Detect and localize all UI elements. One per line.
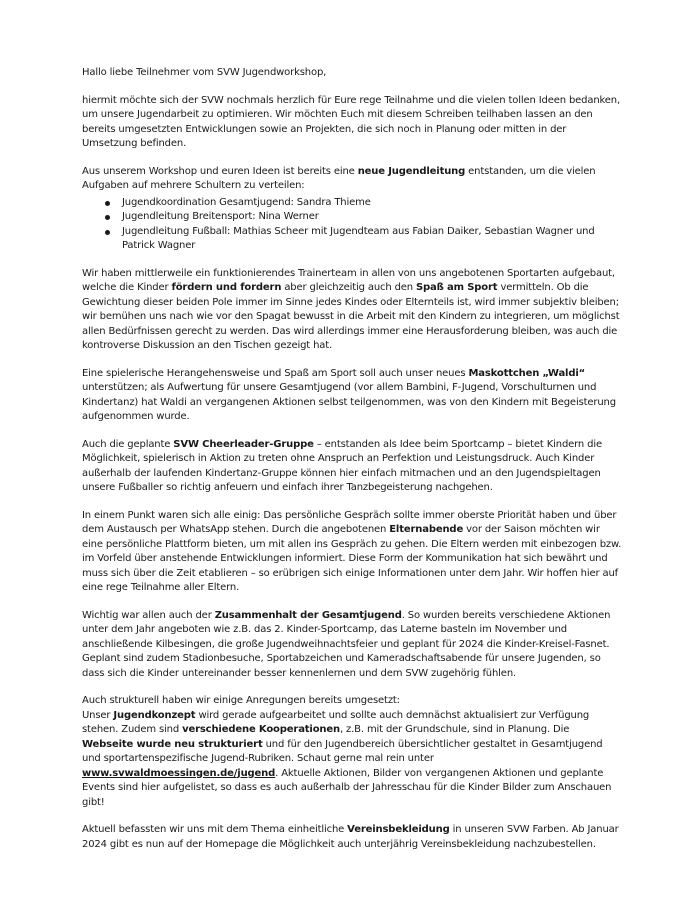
paragraph-cohesion: Wichtig war allen auch der Zusammenhalt der Gesamtjugend. So wurden bereits verschiedene Aktionen unter dem Jahr angeboten wie z.B. das 2. Kinder-Sportcamp, das Laterne basteln im November und anschließende Kilbesingen, die große Jugendweihnachtsfeier und geplant für 2024 die Kinder-Kreisel-Fasnet. Geplant sind zudem Stadionbesuche, Sportabzeichen und Kameradschaftsabende für unsere Jugenden, so dass sich die Kinder untereinander besser kennenlernen und dem SVW zugehörig fühlen. <box>82 609 611 679</box>
paragraph-club-clothing: Aktuell befassten wir uns mit dem Thema einheitliche Vereinsbekleidung in unseren SVW Farben. Ab Januar 2024 gibt es nun auf der Homepage die Möglichkeit auch unterjährig Vereinsbekleidung nachzubestellen. <box>82 824 619 850</box>
website-link[interactable]: www.svwaldmoessingen.de/jugend <box>82 767 276 779</box>
list-item: Jugendleitung Breitensport: Nina Werner <box>82 210 622 225</box>
paragraph-trainer-team: Wir haben mittlerweile ein funktionierendes Trainerteam in allen von uns angebotenen Sportarten aufgebaut, welche die Kinder fördern und fordern aber gleichzeitig auch den Spaß am Sport vermitteln. Ob die Gewichtung dieser beiden Pole immer im Sinne jedes Kindes oder Elternteils ist, wird immer subjektiv bleiben; wir bemühen uns nach wie vor den Spagat bewusst in die Arbeit mit den Kindern zu integrieren, um möglichst allen Bedürfnissen gerecht zu werden. Das wird allerdings immer eine Herausforderung bleiben, was auch die kontroverse Diskussion an den Tischen gezeigt hat. <box>82 267 620 351</box>
paragraph-thanks: hiermit möchte sich der SVW nochmals herzlich für Eure rege Teilnahme und die vielen tollen Ideen bedanken, um unsere Jugendarbeit zu optimieren. Wir möchten Euch mit diesem Schreiben teilhaben lassen an den bereits umgesetzten Entwicklungen sowie an Projekten, die sich noch in Planung oder mitten in der Umsetzung befinden. <box>82 94 621 149</box>
leaders-list <box>82 196 622 254</box>
list-item: Jugendleitung Fußball: Mathias Scheer mit Jugendteam aus Fabian Daiker, Sebastian Wagner und Patrick Wagner <box>82 225 622 254</box>
list-item: Jugendkoordination Gesamtjugend: Sandra Thieme <box>82 196 622 211</box>
paragraph-new-youth-leadership: Aus unserem Workshop und euren Ideen ist bereits eine neue Jugendleitung entstanden, um die vielen Aufgaben auf mehrere Schultern zu verteilen: <box>82 165 596 191</box>
paragraph-structural: Auch strukturell haben wir einige Anregungen bereits umgesetzt: Unser Jugendkonzept wird gerade aufgearbeitet und sollte auch demnächst aktualisiert zur Verfügung stehen. Zudem sind verschiedene Kooperationen, z.B. mit der Grundschule, sind in Planung. Die Webseite wurde neu strukturiert und für den Jugendbereich übersichtlicher gestaltet in Gesamtjugend und sportartenspezifische Jugend-Rubriken. Schaut gerne mal rein unter www.svwaldmoessingen.de/jugend. Aktuelle Aktionen, Bilder von vergangenen Aktionen und geplante Events sind hier aufgelistet, so dass es auch außerhalb der Jahresschau für die Kinder Bilder zum Anschauen gibt! <box>82 695 612 808</box>
paragraph-mascot: Eine spielerische Herangehensweise und Spaß am Sport soll auch unser neues Maskottchen „Waldi“ unterstützen; als Aufwertung für unsere Gesamtjugend (vor allem Bambini, F-Jugend, Vorschulturnen und Kindertanz) hat Waldi an vergangenen Aktionen selbst teilgenommen, was von den Kindern mit Begeisterung aufgenommen wurde. <box>82 367 616 422</box>
greeting: Hallo liebe Teilnehmer vom SVW Jugendworkshop, <box>82 67 327 78</box>
paragraph-parents-evening: In einem Punkt waren sich alle einig: Das persönliche Gespräch sollte immer oberste Priorität haben und über dem Austausch per WhatsApp stehen. Durch die angebotenen Elternabende vor der Saison möchten wir eine persönliche Plattform bieten, um mit allen ins Gespräch zu gehen. Die Eltern werden mit einbezogen bzw. im Vorfeld über anstehende Entwicklungen informiert. Diese Form der Kommunikation hat sich bewährt und muss sich über die Zeit etablieren – so erübrigen sich einige Informationen unter dem Jahr. Wir hoffen hier auf eine rege Teilnahme aller Eltern. <box>82 509 622 593</box>
paragraph-cheerleader: Auch die geplante SVW Cheerleader-Gruppe – entstanden als Idee beim Sportcamp – bietet Kindern die Möglichkeit, spielerisch in Aktion zu treten ohne Anspruch an Perfektion und Leistungsdruck. Auch Kinder außerhalb der laufenden Kindertanz-Gruppe können hier einfach mitmachen und an den Jugendspieltagen unsere Fußballer so richtig anfeuern und einfach ihrer Tanzbegeisterung nachgehen. <box>82 438 602 493</box>
